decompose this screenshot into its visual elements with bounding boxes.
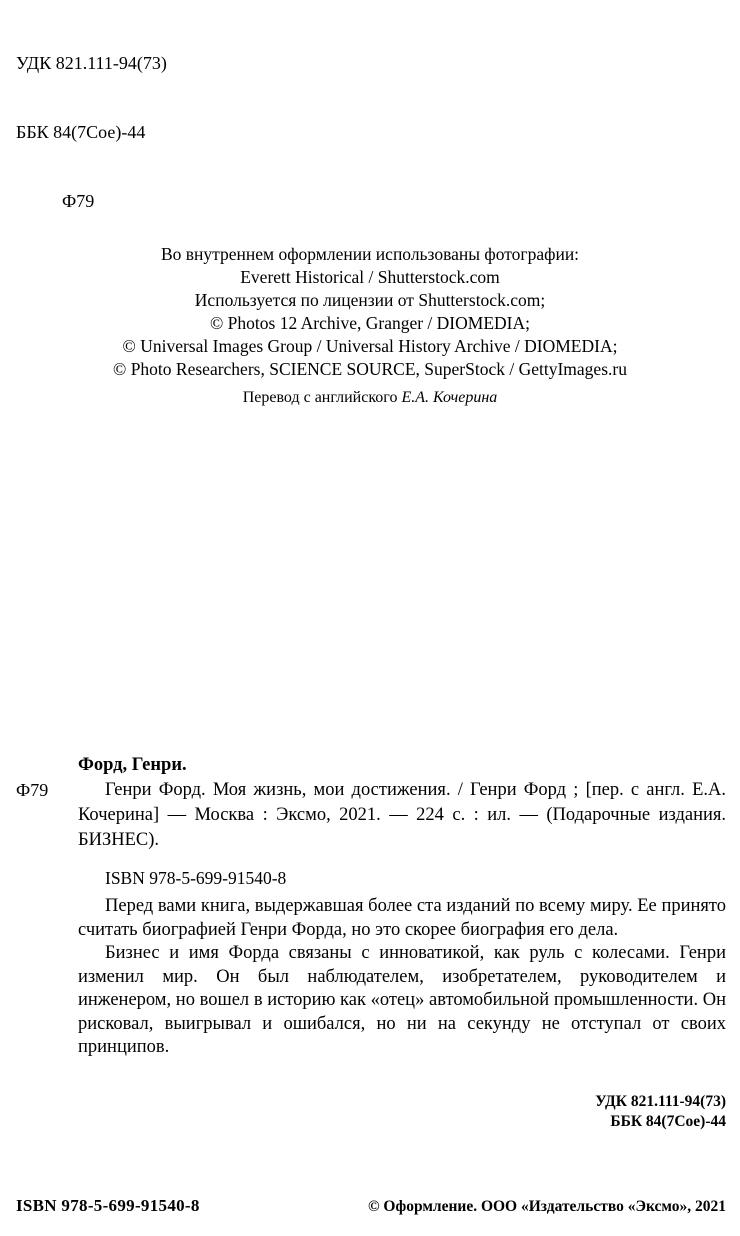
udk-code: УДК 821.111-94(73) <box>16 53 167 73</box>
annotation-paragraph: Перед вами книга, выдержавшая более ста изданий по всему миру. Ее принято считать биографией Генри Форда, но это скорее биография его дела. <box>78 896 726 940</box>
author-sign: Ф79 <box>62 191 95 211</box>
photo-credits-line: © Photos 12 Archive, Granger / DIOMEDIA; <box>210 313 530 333</box>
annotation-paragraph: Бизнес и имя Форда связаны с инноватикой, как руль с колесами. Генри изменил мир. Он был наблюдателем, изобретателем, руководителем и инженером, но вошел в историю как «отец» автомобильной промышленности. Он рисковал, выигрывал и ошибался, но ни на секунду не отступал от своих принципов. <box>78 943 726 1057</box>
catalog-description: Генри Форд. Моя жизнь, мои достижения. / Генри Форд ; [пер. с англ. Е.А. Кочерина] — Москва : Эксмо, 2021. — 224 с. : ил. — (Подарочные издания. БИЗНЕС). <box>78 780 726 850</box>
photo-credits-line: Используется по лицензии от Shutterstock.com; <box>194 290 546 310</box>
bbk-code: ББК 84(7Сое)-44 <box>16 122 146 142</box>
top-catalog-codes <box>16 6 167 259</box>
udk-code-bottom: УДК 821.111-94(73) <box>595 1093 726 1110</box>
photo-credits-line: © Photo Researchers, SCIENCE SOURCE, SuperStock / GettyImages.ru <box>113 359 627 379</box>
translator-name: Е.А. Кочерина <box>401 389 498 406</box>
bbk-code-bottom: ББК 84(7Сое)-44 <box>610 1113 726 1130</box>
translation-note <box>0 388 740 408</box>
isbn-number: ISBN 978-5-699-91540-8 <box>105 868 287 888</box>
catalog-author: Форд, Генри. <box>78 755 187 775</box>
catalog-entry <box>78 753 726 891</box>
footer-isbn: ISBN 978-5-699-91540-8 <box>16 1196 200 1215</box>
photo-credits-line: Everett Historical / Shutterstock.com <box>240 267 500 287</box>
translation-prefix: Перевод с английского <box>242 389 402 406</box>
catalog-card <box>16 753 726 891</box>
imprint-footer <box>16 1196 726 1216</box>
photo-credits-line: Во внутреннем оформлении использованы фотографии: <box>160 244 580 264</box>
photo-credits-line: © Universal Images Group / Universal History Archive / DIOMEDIA; <box>122 336 618 356</box>
bottom-catalog-codes <box>0 1092 726 1132</box>
annotation <box>78 895 726 1060</box>
photo-credits <box>0 243 740 381</box>
catalog-author-sign: Ф79 <box>16 780 49 800</box>
footer-copyright: © Оформление. ООО «Издательство «Эксмо», 2021 <box>367 1198 726 1215</box>
